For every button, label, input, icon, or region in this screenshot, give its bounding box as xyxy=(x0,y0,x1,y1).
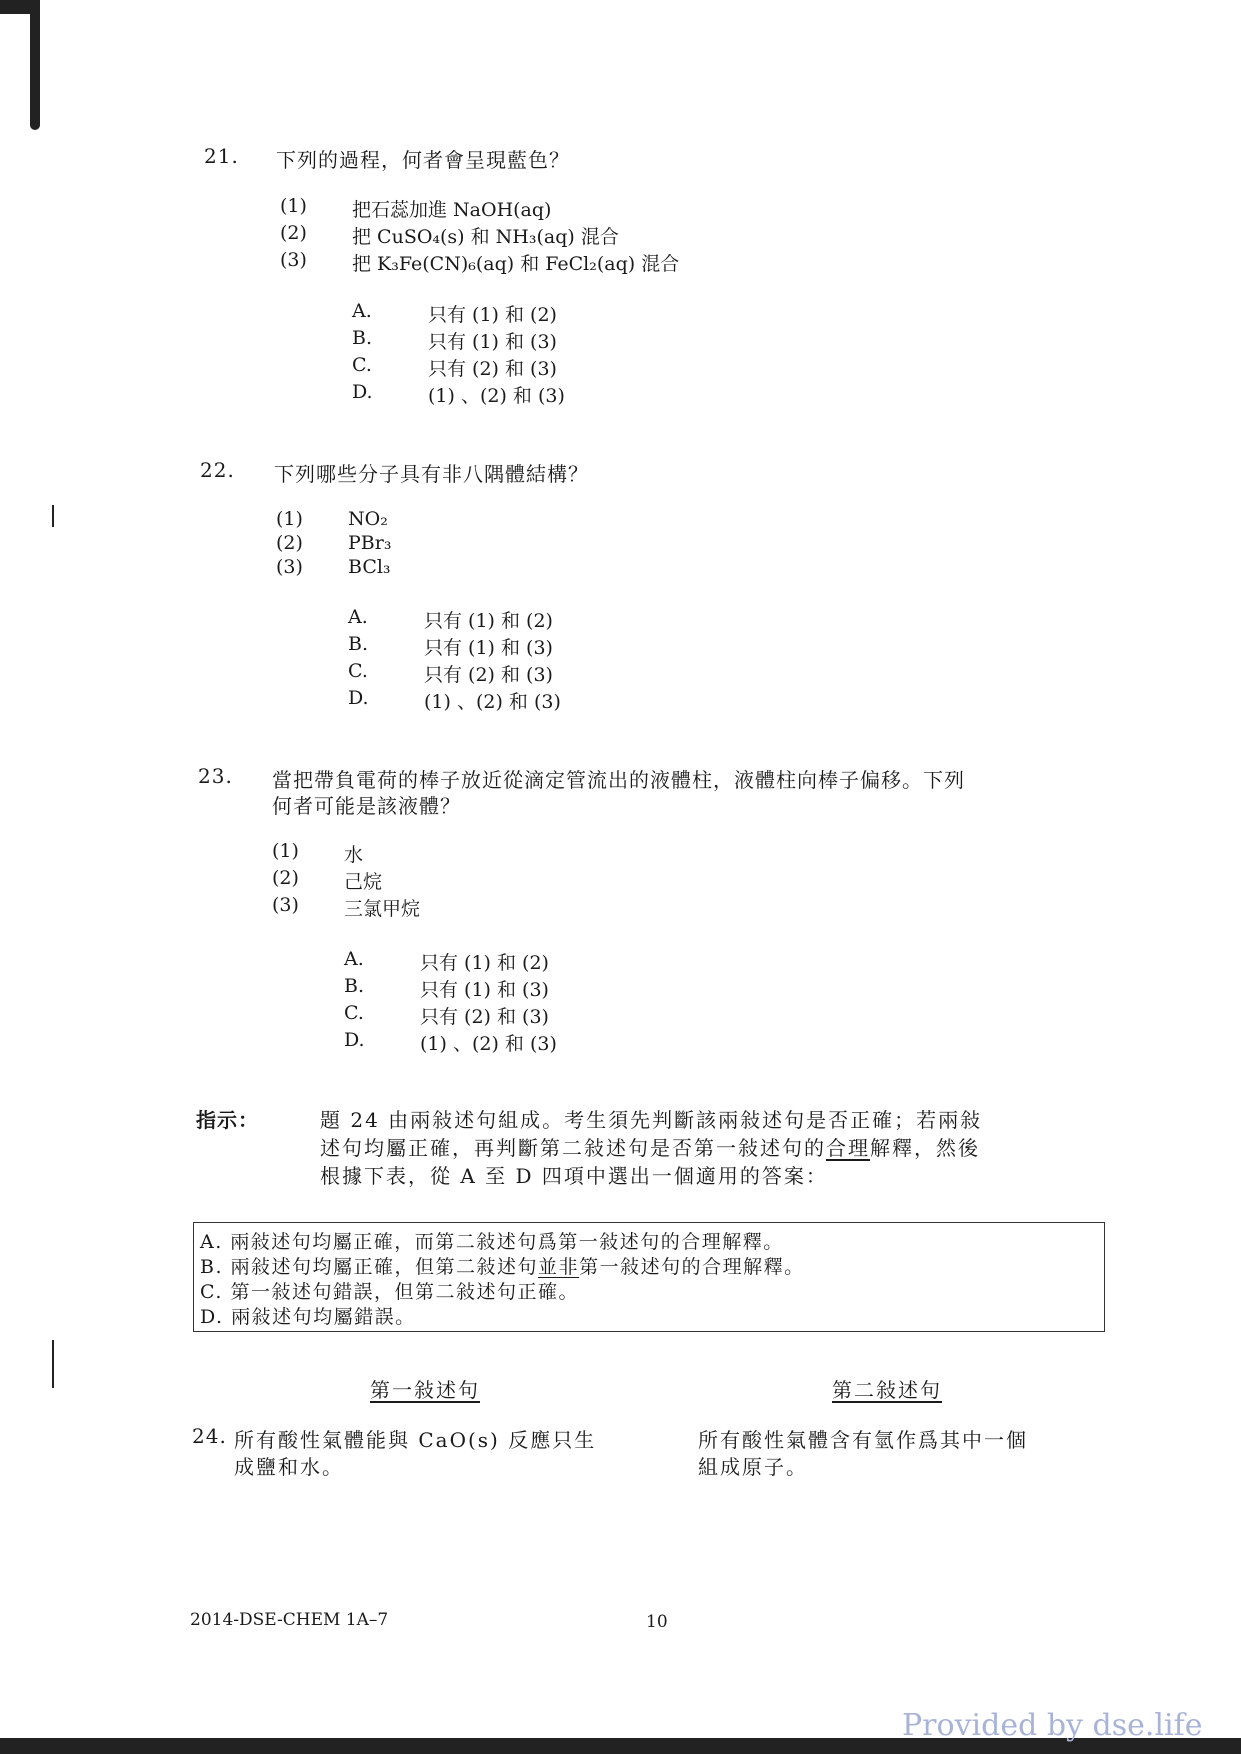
scan-mark-left-2 xyxy=(52,1340,54,1388)
q23-item-2-text: 己烷 xyxy=(344,871,383,893)
instructions-line-3: 根據下表，從 A 至 D 四項中選出一個適用的答案： xyxy=(320,1164,828,1188)
q21-number: 21. xyxy=(204,144,239,168)
column-heading-second-statement: 第二敍述句 xyxy=(832,1378,942,1402)
q21-stem: 下列的過程，何者會呈現藍色？ xyxy=(276,148,570,172)
q23-option-c-text: 只有 (2) 和 (3) xyxy=(420,1006,549,1028)
q22-stem: 下列哪些分子具有非八隅體結構？ xyxy=(274,462,589,486)
q24-first-statement-line-2: 成鹽和水。 xyxy=(234,1455,344,1479)
q21-option-c-label: C. xyxy=(352,354,372,376)
q22-number: 22. xyxy=(200,458,235,482)
q21-option-b-text: 只有 (1) 和 (3) xyxy=(428,331,557,353)
q22-item-1-text: NO₂ xyxy=(348,508,388,530)
q21-option-d-text: (1) 、(2) 和 (3) xyxy=(428,385,565,407)
answer-key-b xyxy=(200,1252,805,1279)
q21-item-2-text: 把 CuSO₄(s) 和 NH₃(aq) 混合 xyxy=(352,226,619,248)
instructions-underlined-reasonable: 合理 xyxy=(826,1136,870,1160)
q22-item-3-text: BCl₃ xyxy=(348,556,391,578)
answer-key-box xyxy=(193,1222,1105,1332)
answer-key-d: D. 兩敍述句均屬錯誤。 xyxy=(200,1306,416,1328)
q24-second-statement-line-2: 組成原子。 xyxy=(698,1455,808,1479)
instructions-line-1: 題 24 由兩敍述句組成。考生須先判斷該兩敍述句是否正確；若兩敍 xyxy=(320,1108,983,1132)
q23-option-b-label: B. xyxy=(344,975,365,997)
q21-item-1-text: 把石蕊加進 NaOH(aq) xyxy=(352,199,552,221)
instructions-line-2-start: 述句均屬正確，再判斷第二敍述句是否第一敍述句的 xyxy=(320,1136,826,1160)
q23-option-b-text: 只有 (1) 和 (3) xyxy=(420,979,549,1001)
q23-option-c-label: C. xyxy=(344,1002,364,1024)
q23-item-1-num: (1) xyxy=(272,840,299,862)
q23-item-3-num: (3) xyxy=(272,894,299,916)
q24-number: 24. xyxy=(192,1424,227,1448)
answer-key-b-start: B. 兩敍述句均屬正確，但第二敍述句 xyxy=(200,1256,539,1278)
q23-stem-line-2: 何者可能是該液體？ xyxy=(272,794,461,818)
q23-option-d-text: (1) 、(2) 和 (3) xyxy=(420,1033,557,1055)
footer-paper-code: 2014-DSE-CHEM 1A–7 xyxy=(190,1610,389,1630)
q21-option-a-label: A. xyxy=(352,300,372,322)
answer-key-b-end: 第一敍述句的合理解釋。 xyxy=(579,1256,805,1278)
q23-option-a-text: 只有 (1) 和 (2) xyxy=(420,952,549,974)
footer-page-number: 10 xyxy=(646,1612,668,1632)
q23-stem-line-1: 當把帶負電荷的棒子放近從滴定管流出的液體柱，液體柱向棒子偏移。下列 xyxy=(272,768,965,792)
q23-item-1-text: 水 xyxy=(344,844,364,866)
q24-second-statement-line-1: 所有酸性氣體含有氫作爲其中一個 xyxy=(698,1428,1028,1452)
column-heading-first-statement: 第一敍述句 xyxy=(370,1378,480,1402)
q22-option-b-label: B. xyxy=(348,633,369,655)
instructions-line-2 xyxy=(320,1132,980,1161)
q23-option-a-label: A. xyxy=(344,948,364,970)
q23-option-d-label: D. xyxy=(344,1029,365,1051)
q21-item-3-num: (3) xyxy=(280,249,307,271)
q22-item-1-num: (1) xyxy=(276,508,303,530)
q22-option-d-label: D. xyxy=(348,687,369,709)
q21-option-a-text: 只有 (1) 和 (2) xyxy=(428,304,557,326)
q22-option-d-text: (1) 、(2) 和 (3) xyxy=(424,691,561,713)
q22-option-c-label: C. xyxy=(348,660,368,682)
q21-item-1-num: (1) xyxy=(280,195,307,217)
q22-item-3-num: (3) xyxy=(276,556,303,578)
q21-option-d-label: D. xyxy=(352,381,373,403)
q22-option-b-text: 只有 (1) 和 (3) xyxy=(424,637,553,659)
q22-option-a-label: A. xyxy=(348,606,368,628)
q22-option-c-text: 只有 (2) 和 (3) xyxy=(424,664,553,686)
answer-key-c: C. 第一敍述句錯誤，但第二敍述句正確。 xyxy=(200,1281,579,1303)
q22-option-a-text: 只有 (1) 和 (2) xyxy=(424,610,553,632)
q23-item-2-num: (2) xyxy=(272,867,299,889)
q24-first-statement-line-1: 所有酸性氣體能與 CaO(s) 反應只生 xyxy=(234,1428,597,1452)
q21-item-2-num: (2) xyxy=(280,222,307,244)
q22-item-2-text: PBr₃ xyxy=(348,532,392,554)
q21-item-3-text: 把 K₃Fe(CN)₆(aq) 和 FeCl₂(aq) 混合 xyxy=(352,253,680,275)
instructions-label: 指示： xyxy=(196,1108,259,1132)
answer-key-a: A. 兩敍述句均屬正確，而第二敍述句爲第一敍述句的合理解釋。 xyxy=(200,1231,784,1253)
scan-mark-left-1 xyxy=(52,505,54,527)
q23-item-3-text: 三氯甲烷 xyxy=(344,898,421,920)
q21-option-c-text: 只有 (2) 和 (3) xyxy=(428,358,557,380)
q22-item-2-num: (2) xyxy=(276,532,303,554)
instructions-line-2-end: 解釋，然後 xyxy=(870,1136,980,1160)
answer-key-b-underlined-not: 並非 xyxy=(538,1256,580,1278)
q23-number: 23. xyxy=(198,764,233,788)
scan-edge-left xyxy=(30,0,40,130)
q21-option-b-label: B. xyxy=(352,327,373,349)
watermark-text: Provided by dse.life xyxy=(902,1708,1203,1743)
